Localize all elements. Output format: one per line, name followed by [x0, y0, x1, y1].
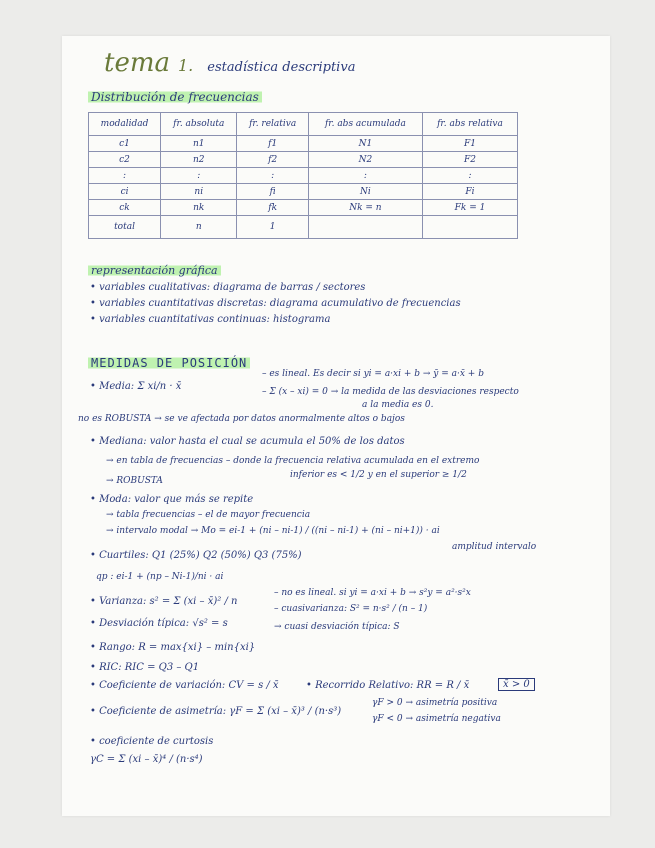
note-line: no es ROBUSTA → se ve afectada por datos anormalmente altos o bajos [78, 414, 405, 424]
table-cell: c1 [89, 136, 161, 152]
note-line: • Cuartiles: Q1 (25%) Q2 (50%) Q3 (75%) [90, 550, 302, 561]
graph-section-heading: representación gráfica [88, 264, 221, 277]
note-line: • RIC: RIC = Q3 – Q1 [90, 662, 200, 673]
note-line: γF < 0 → asimetría negativa [372, 714, 501, 724]
note-line: • Recorrido Relativo: RR = R / x̄ [306, 680, 470, 691]
graph-item: • variables cuantitativas continuas: histograma [90, 314, 331, 325]
column-header: modalidad [89, 113, 161, 136]
table-row [89, 200, 518, 216]
note-line: • Mediana: valor hasta el cual se acumula el 50% de los datos [90, 436, 405, 447]
note-line: → intervalo modal → Mo = ei-1 + (ni – ni-1) / ((ni – ni-1) + (ni – ni+1)) · ai [106, 526, 440, 536]
column-header: fr. relativa [237, 113, 308, 136]
title-main: tema [104, 48, 170, 78]
note-line: γF > 0 → asimetría positiva [372, 698, 498, 708]
table-cell: Fk = 1 [422, 200, 517, 216]
table-cell [308, 216, 422, 239]
table-cell: Fi [422, 184, 517, 200]
table-cell: c2 [89, 152, 161, 168]
table-cell: f1 [237, 136, 308, 152]
title-number: 1. [178, 56, 194, 75]
note-line: → tabla frecuencias – el de mayor frecuencia [106, 510, 311, 520]
note-line: → ROBUSTA [106, 476, 163, 486]
note-line: – es lineal. Es decir si yi = a·xi + b → ȳ = a·x̄ + b [262, 369, 484, 379]
graph-item: • variables cualitativas: diagrama de barras / sectores [90, 282, 366, 293]
note-line: • Media: Σ xi/n · x̄ [90, 381, 182, 392]
table-cell: n [161, 216, 237, 239]
note-line: – no es lineal. si yi = a·xi + b → s²y = a²·s²x [274, 588, 471, 598]
note-line: • Coeficiente de variación: CV = s / x̄ [90, 680, 279, 691]
table-cell: : [237, 168, 308, 184]
freq-section-heading: Distribución de frecuencias [88, 90, 262, 104]
table-row [89, 152, 518, 168]
table-row [89, 136, 518, 152]
graph-item: • variables cuantitativas discretas: diagrama acumulativo de frecuencias [90, 298, 461, 309]
table-cell: n2 [161, 152, 237, 168]
note-line: • coeficiente de curtosis [90, 736, 214, 747]
table-cell: : [422, 168, 517, 184]
column-header: fr. abs acumulada [308, 113, 422, 136]
note-line: • Rango: R = max{xi} – min{xi} [90, 642, 256, 653]
table-cell: n1 [161, 136, 237, 152]
table-row [89, 184, 518, 200]
table-cell: F1 [422, 136, 517, 152]
note-line: γC = Σ (xi – x̄)⁴ / (n·s⁴) [90, 754, 203, 765]
note-line: • Moda: valor que más se repite [90, 494, 254, 505]
table-cell: ci [89, 184, 161, 200]
position-section-heading: MEDIDAS DE POSICIÓN [88, 356, 250, 370]
boxed-condition: x̄ > 0 [498, 678, 535, 691]
table-cell: fi [237, 184, 308, 200]
table-cell: 1 [237, 216, 308, 239]
note-line: – cuasivarianza: S² = n·s² / (n – 1) [274, 604, 428, 614]
note-line: amplitud intervalo [452, 542, 537, 552]
table-cell: : [308, 168, 422, 184]
table-cell: Ni [308, 184, 422, 200]
note-line: a la media es 0. [362, 400, 434, 410]
table-cell: f2 [237, 152, 308, 168]
note-line: qp : ei-1 + (np – Ni-1)/ni · ai [96, 572, 224, 582]
frequency-table [88, 112, 518, 239]
note-line: • Desviación típica: √s² = s [90, 618, 228, 629]
table-cell: ni [161, 184, 237, 200]
note-line: – Σ (x – xi) = 0 → la medida de las desviaciones respecto [262, 387, 519, 397]
column-header: fr. absoluta [161, 113, 237, 136]
table-cell [422, 216, 517, 239]
table-cell: N1 [308, 136, 422, 152]
table-cell: Nk = n [308, 200, 422, 216]
note-line: → en tabla de frecuencias – donde la frecuencia relativa acumulada en el extremo [106, 456, 480, 466]
table-cell: nk [161, 200, 237, 216]
note-line: → cuasi desviación típica: S [274, 622, 400, 632]
table-cell: : [161, 168, 237, 184]
note-line: • Varianza: s² = Σ (xi – x̄)² / n [90, 596, 238, 607]
title-subtitle: estadística descriptiva [207, 60, 356, 75]
page-title [104, 48, 355, 78]
note-line: • Coeficiente de asimetría: γF = Σ (xi – x̄)³ / (n·s³) [90, 706, 342, 717]
table-cell: N2 [308, 152, 422, 168]
table-cell: fk [237, 200, 308, 216]
column-header: fr. abs relativa [422, 113, 517, 136]
notebook-page [62, 36, 610, 816]
note-line: inferior es < 1/2 y en el superior ≥ 1/2 [290, 470, 467, 480]
table-header-row [89, 113, 518, 136]
table-total-row [89, 216, 518, 239]
table-cell: : [89, 168, 161, 184]
table-cell: total [89, 216, 161, 239]
table-cell: ck [89, 200, 161, 216]
table-cell: F2 [422, 152, 517, 168]
table-row [89, 168, 518, 184]
